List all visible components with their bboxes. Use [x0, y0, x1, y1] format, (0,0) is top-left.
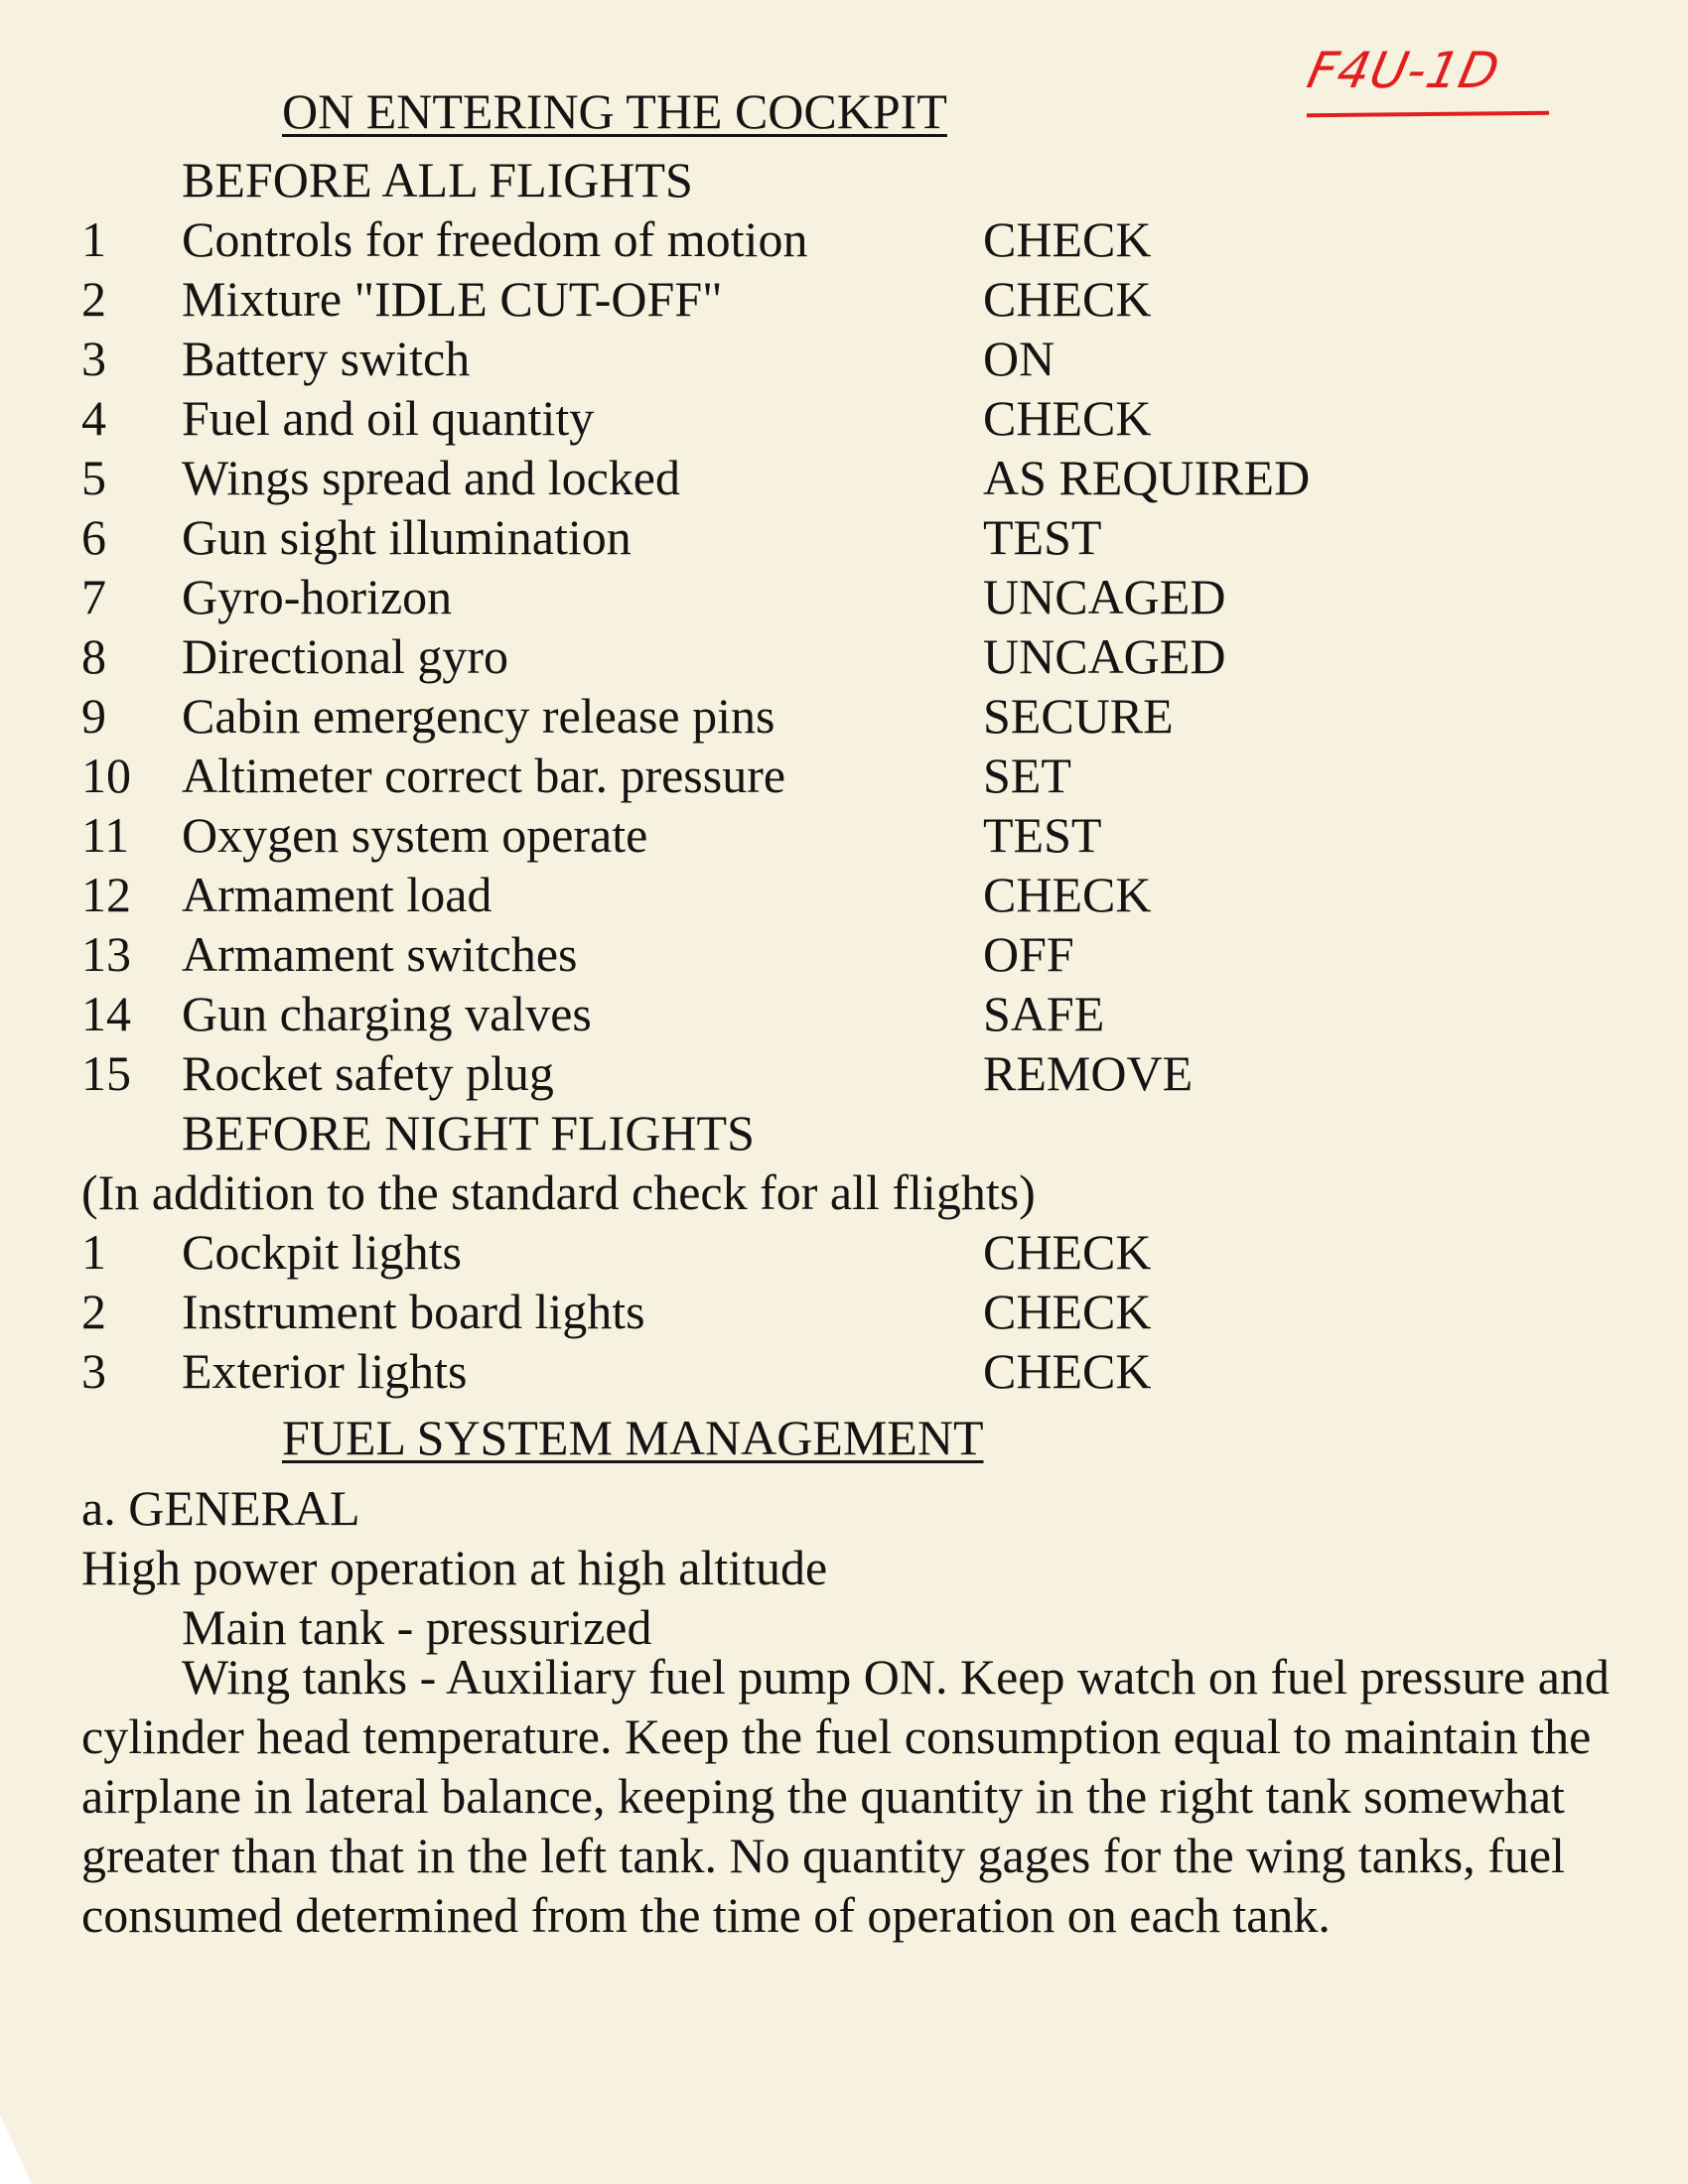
item-label: Gun charging valves — [182, 986, 592, 1041]
item-value: SECURE — [983, 688, 1174, 744]
fuel-system-heading: FUEL SYSTEM MANAGEMENT — [282, 1410, 984, 1465]
item-label: Exterior lights — [182, 1343, 468, 1399]
night-flights-note: (In addition to the standard check for all flights) — [81, 1164, 1036, 1220]
item-number: 12 — [81, 867, 131, 922]
item-value: TEST — [983, 807, 1102, 863]
item-label: Armament load — [182, 867, 492, 922]
checklist-row — [0, 746, 1688, 805]
checklist-row — [0, 1341, 1688, 1401]
item-label: Gyro-horizon — [182, 569, 453, 624]
item-label: Altimeter correct bar. pressure — [182, 748, 786, 803]
checklist-row — [0, 269, 1688, 329]
item-value: CHECK — [983, 1343, 1152, 1399]
general-subheading: a. GENERAL — [81, 1480, 360, 1536]
item-number: 9 — [81, 688, 106, 744]
checklist-row — [0, 805, 1688, 865]
checklist-row — [0, 1043, 1688, 1103]
item-number: 5 — [81, 450, 106, 505]
item-number: 8 — [81, 628, 106, 684]
checklist-row — [0, 1282, 1688, 1341]
item-label: Armament switches — [182, 926, 578, 982]
item-number: 7 — [81, 569, 106, 624]
item-value: AS REQUIRED — [983, 450, 1311, 505]
checklist-row — [0, 209, 1688, 269]
item-label: Controls for freedom of motion — [182, 211, 808, 267]
item-label: Cockpit lights — [182, 1224, 462, 1280]
checklist-row — [0, 567, 1688, 626]
checklist-row — [0, 1222, 1688, 1282]
item-value: ON — [983, 331, 1055, 386]
item-value: CHECK — [983, 211, 1152, 267]
item-number: 11 — [81, 807, 130, 863]
item-value: UNCAGED — [983, 569, 1226, 624]
item-number: 1 — [81, 211, 106, 267]
item-label: Wings spread and locked — [182, 450, 681, 505]
item-value: CHECK — [983, 271, 1152, 327]
checklist-row — [0, 626, 1688, 686]
item-number: 3 — [81, 1343, 106, 1399]
item-number: 15 — [81, 1045, 131, 1101]
checklist-row — [0, 388, 1688, 448]
wing-tanks-paragraph: Wing tanks - Auxiliary fuel pump ON. Keep watch on fuel pressure and cylinder head temperature. Keep the fuel consumption equal to maintain the airplane in lateral balance, keeping the quantity in the right tank somewhat greater than that in the left tank. No quantity gages for the wing tanks, fuel consumed determined from the time of operation on each tank. — [81, 1649, 1610, 1943]
item-number: 1 — [81, 1224, 106, 1280]
item-value: CHECK — [983, 1224, 1152, 1280]
item-number: 3 — [81, 331, 106, 386]
item-label: Oxygen system operate — [182, 807, 648, 863]
item-label: Battery switch — [182, 331, 471, 386]
item-value: REMOVE — [983, 1045, 1194, 1101]
checklist-row — [0, 448, 1688, 507]
item-value: TEST — [983, 509, 1102, 565]
item-value: CHECK — [983, 390, 1152, 446]
item-label: Gun sight illumination — [182, 509, 632, 565]
item-value: UNCAGED — [983, 628, 1226, 684]
item-number: 10 — [81, 748, 131, 803]
high-power-line: High power operation at high altitude — [81, 1540, 828, 1595]
item-label: Fuel and oil quantity — [182, 390, 595, 446]
item-label: Mixture "IDLE CUT-OFF" — [182, 271, 723, 327]
item-label: Directional gyro — [182, 628, 509, 684]
checklist-row — [0, 329, 1688, 388]
item-label: Instrument board lights — [182, 1284, 645, 1339]
item-label: Cabin emergency release pins — [182, 688, 775, 744]
item-number: 14 — [81, 986, 131, 1041]
checklist-row — [0, 686, 1688, 746]
checklist-row — [0, 924, 1688, 984]
torn-corner — [0, 2115, 32, 2184]
checklist-row — [0, 984, 1688, 1043]
item-value: SAFE — [983, 986, 1105, 1041]
item-value: CHECK — [983, 867, 1152, 922]
before-night-flights-heading: BEFORE NIGHT FLIGHTS — [182, 1105, 755, 1160]
stamp-underline — [1307, 111, 1549, 118]
before-all-flights-heading: BEFORE ALL FLIGHTS — [182, 152, 693, 207]
item-number: 4 — [81, 390, 106, 446]
cockpit-heading: ON ENTERING THE COCKPIT — [282, 83, 947, 139]
aircraft-model-stamp: F4U-1D — [1302, 42, 1505, 99]
item-number: 2 — [81, 1284, 106, 1339]
item-label: Rocket safety plug — [182, 1045, 554, 1101]
checklist-row — [0, 507, 1688, 567]
item-number: 6 — [81, 509, 106, 565]
item-value: OFF — [983, 926, 1074, 982]
item-number: 2 — [81, 271, 106, 327]
main-tank-line: Main tank - pressurized — [182, 1599, 652, 1655]
checklist-row — [0, 865, 1688, 924]
item-value: SET — [983, 748, 1071, 803]
item-number: 13 — [81, 926, 131, 982]
item-value: CHECK — [983, 1284, 1152, 1339]
